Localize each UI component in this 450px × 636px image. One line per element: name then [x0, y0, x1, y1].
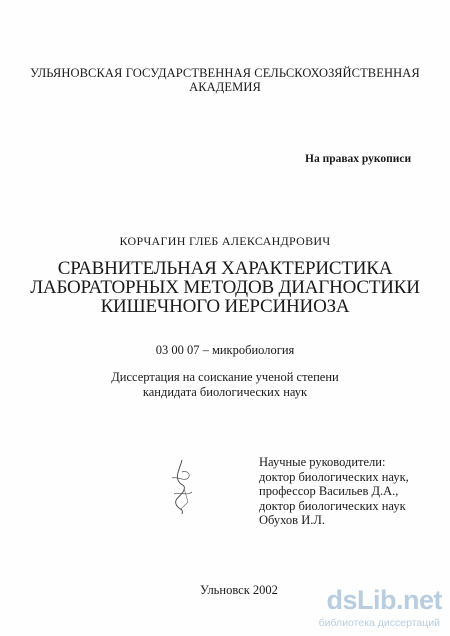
title-line-1: СРАВНИТЕЛЬНАЯ ХАРАКТЕРИСТИКА [57, 258, 393, 279]
specialty-code: 03 00 07 – микробиология [155, 343, 295, 357]
manuscript-rights-label: На правах рукописи [305, 153, 412, 165]
city-year: Ульновск 2002 [200, 583, 278, 597]
supervisors-heading: Научные руководители: [259, 455, 386, 469]
degree-line-1: Диссертация на соискание ученой степени [111, 370, 339, 384]
supervisor-line-3: профессор Васильев Д.А., [259, 484, 399, 498]
supervisor-line-2: доктор биологических наук, [259, 469, 409, 484]
title-line-2: ЛАБОРАТОРНЫХ МЕТОДОВ ДИАГНОСТИКИ [30, 277, 420, 298]
institution-name [0, 66, 450, 94]
degree-line-2: кандидата биологических наук [142, 385, 308, 399]
institution-line-1: УЛЬЯНОВСКАЯ ГОСУДАРСТВЕННАЯ СЕЛЬСКОХОЗЯЙСТВЕННАЯ [30, 66, 420, 80]
institution-line-2: АКАДЕМИЯ [189, 80, 261, 94]
dslib-watermark [318, 585, 450, 635]
dissertation-title [0, 259, 450, 316]
watermark-brand: dsLib.net [326, 585, 442, 615]
degree-statement [0, 370, 450, 400]
handwritten-signature [162, 458, 202, 516]
scientific-supervisors [259, 455, 409, 528]
author-name: КОРЧАГИН ГЛЕБ АЛЕКСАНДРОВИЧ [119, 234, 331, 248]
title-line-3: КИШЕЧНОГО ИЕРСИНИОЗА [100, 296, 350, 317]
supervisor-line-5: Обухов И.Л. [259, 513, 325, 527]
supervisor-line-4: доктор биологических наук [259, 498, 406, 513]
watermark-subtitle: библиотека диссертаций [318, 617, 440, 629]
